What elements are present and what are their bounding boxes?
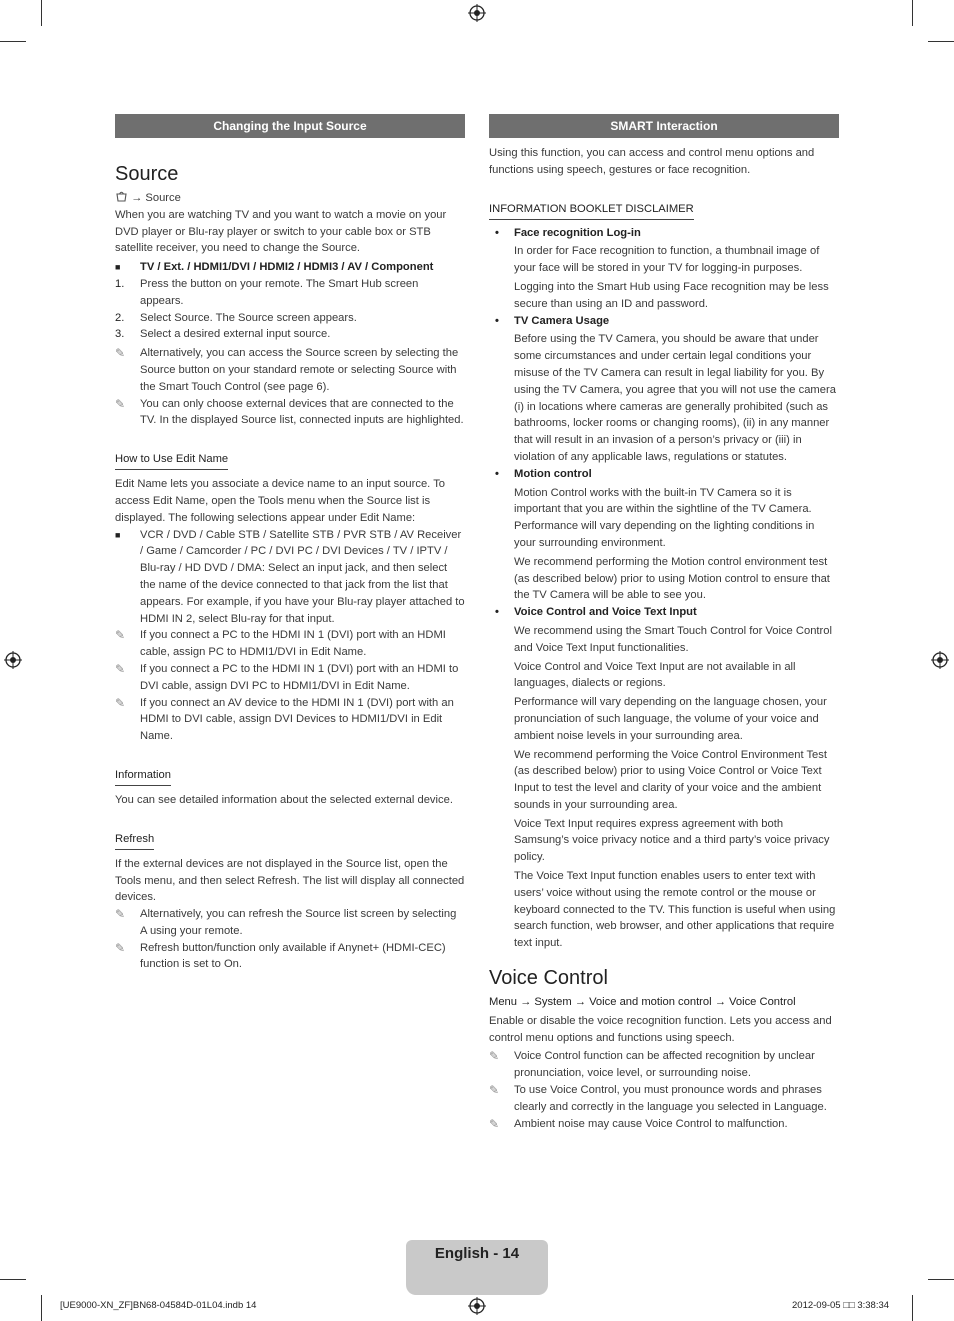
source-intro: When you are watching TV and you want to watch a movie on your DVD player or Blu-ray player or switch to your cable box or STB satellite receiver, you need to change the Source.	[115, 208, 447, 255]
paragraph: We recommend performing the Motion control environment test (as described below) prior to using Motion control to ensure that the TV Camera will be able to see you.	[514, 555, 830, 602]
square-marker: ■	[115, 529, 121, 540]
bullet-item	[489, 313, 839, 330]
crop-mark	[928, 1279, 954, 1280]
square-marker: ■	[115, 262, 121, 273]
bullet-item	[489, 466, 839, 483]
disclaimer-heading: INFORMATION BOOKLET DISCLAIMER	[489, 202, 694, 220]
page-number-label: English - 14	[434, 1245, 520, 1262]
paragraph: Performance will vary depending on the language chosen, your pronunciation of such language, the volume of your voice and ambient noise levels in your surrounding area.	[514, 696, 827, 742]
crop-mark	[928, 41, 954, 42]
note-icon: ✎	[115, 396, 126, 411]
voice-control-menu-path: Menu → System → Voice and motion control → Voice Control	[489, 996, 796, 1009]
note-text: If you connect an AV device to the HDMI IN 1 (DVI) port with an HDMI to DVI cable, assign DVI Devices to HDMI1/DVI in Edit Name.	[140, 696, 454, 743]
note-icon: ✎	[489, 1049, 500, 1064]
registration-mark-icon	[4, 651, 22, 669]
information-heading: Information	[115, 768, 171, 786]
right-column	[489, 114, 839, 1132]
step-3-text: Select a desired external input source.	[140, 328, 331, 341]
note-text: If you connect a PC to the HDMI IN 1 (DVI) port with an HDMI to DVI cable, assign DVI PC to HDMI1/DVI in Edit Name.	[140, 662, 459, 692]
note-text: You can only choose external devices that are connected to the TV. In the displayed Source list, connected inputs are highlighted.	[140, 397, 464, 427]
step-number: 1.	[115, 277, 125, 290]
paragraph: Voice Text Input requires express agreement with both Samsung’s voice privacy notice and a third party’s voice privacy policy.	[514, 817, 830, 864]
note	[489, 1048, 839, 1082]
registration-mark-icon	[468, 1297, 486, 1315]
edit-name-heading: How to Use Edit Name	[115, 452, 228, 470]
crop-mark	[912, 1295, 913, 1321]
note	[115, 627, 465, 661]
bullet-title: Motion control	[514, 467, 592, 480]
bullet-title: Voice Control and Voice Text Input	[514, 606, 697, 619]
edit-name-list-item	[115, 527, 465, 628]
bullet-item	[489, 604, 839, 621]
source-menu-path	[115, 190, 465, 207]
crop-mark	[41, 1295, 42, 1321]
smart-interaction-intro: Using this function, you can access and control menu options and functions using speech, gestures or face recognition.	[489, 147, 815, 176]
note	[115, 906, 465, 940]
print-slug-file: [UE9000-XN_ZF]BN68-04584D-01L04.indb 14	[60, 1300, 257, 1311]
bullet-marker: •	[495, 606, 499, 619]
note-icon: ✎	[489, 1083, 500, 1098]
paragraph: In order for Face recognition to function, a thumbnail image of your face will be stored in your TV for logging-in purposes.	[514, 245, 820, 275]
smart-hub-icon	[115, 190, 128, 203]
step-1-text: Press the button on your remote. The Smart Hub screen appears.	[140, 277, 419, 307]
bullet-marker: •	[495, 314, 499, 327]
paragraph: Logging into the Smart Hub using Face recognition may be less secure than using an ID and password.	[514, 280, 829, 310]
paragraph: Voice Control and Voice Text Input are not available in all languages, dialects or regions.	[514, 660, 796, 690]
registration-mark-icon	[931, 651, 949, 669]
note-icon: ✎	[115, 907, 126, 922]
paragraph: We recommend performing the Voice Control Environment Test (as described below) prior to using Voice Control or Voice Text Input to test the level and clarity of your voice and the ambient sounds in your surrounding area.	[514, 748, 827, 811]
step-3	[115, 326, 465, 343]
voice-control-intro: Enable or disable the voice recognition function. Lets you access and control menu options and functions using speech.	[489, 1014, 832, 1044]
note	[115, 396, 465, 430]
crop-mark	[912, 0, 913, 26]
edit-name-list: VCR / DVD / Cable STB / Satellite STB / PVR STB / AV Receiver / Game / Camcorder / PC / DVI PC / DVI Devices / TV / IPTV / Blu-ray / HD DVD / DMA: Select an input jack, and then select the name of the device connected to that jack from the list that appears. For example, if you have your Blu-ray player attached to HDMI IN 2, select Blu-ray for that input.	[140, 528, 465, 625]
note-text: To use Voice Control, you must pronounce words and phrases clearly and correctly in the language you selected in Language.	[514, 1084, 827, 1113]
bullet-title: TV Camera Usage	[514, 314, 610, 327]
sources-list-item	[115, 259, 465, 276]
bullet-item	[489, 225, 839, 242]
bullet-marker: •	[495, 226, 499, 239]
note-icon: ✎	[115, 628, 126, 643]
registration-mark-icon	[468, 4, 486, 22]
paragraph: We recommend using the Smart Touch Control for Voice Control and Voice Text Input functionalities.	[514, 624, 832, 654]
paragraph: Before using the TV Camera, you should be aware that under some circumstances and under certain legal conditions your misuse of the TV Camera can result in legal liability for you. By using the TV Camera, you agree that you will not use the camera (i) in locations where cameras are generally prohibited (such as bathrooms, locker rooms or changing rooms), (ii) in any manner that will result in an invasion of a person’s privacy or (iii) in violation of any applicable laws, regulations or statutes.	[514, 333, 836, 463]
paragraph: The Voice Text Input function enables users to enter text with users’ voice without using the remote control or the mouse or keyboard connected to the TV. This function is useful when using search function, web browser, and other applications that require text input.	[514, 870, 836, 950]
note-text: If you connect a PC to the HDMI IN 1 (DVI) port with an HDMI cable, assign PC to HDMI1/DVI in Edit Name.	[140, 629, 446, 659]
crop-mark	[0, 1279, 26, 1280]
sources-list: TV / Ext. / HDMI1/DVI / HDMI2 / HDMI3 / AV / Component	[140, 261, 434, 274]
step-number: 3.	[115, 328, 125, 341]
note-text: Ambient noise may cause Voice Control to malfunction.	[514, 1117, 788, 1130]
note	[489, 1082, 839, 1116]
note-text: Alternatively, you can access the Source screen by selecting the Source button on your standard remote or selecting Source with the Smart Touch Control (see page 6).	[140, 347, 459, 393]
note-text: Refresh button/function only available if Anynet+ (HDMI-CEC) function is set to On.	[140, 941, 446, 971]
paragraph: Motion Control works with the built-in TV Camera so it is important that you are within the sightline of the TV Camera. Performance will vary depending on the lighting conditions in your surrounding environment.	[514, 486, 815, 549]
edit-name-intro: Edit Name lets you associate a device name to an input source. To access Edit Name, open the Tools menu when the Source list is displayed. The following selections appear under Edit Name:	[115, 478, 446, 524]
note-text: Voice Control function can be affected recognition by unclear pronunciation, voice level, or surrounding noise.	[514, 1050, 815, 1080]
step-2-text: Select Source. The Source screen appears.	[140, 311, 357, 324]
note-icon: ✎	[489, 1116, 500, 1131]
source-heading: Source	[115, 163, 179, 185]
step-2	[115, 310, 465, 327]
bullet-title: Face recognition Log-in	[514, 226, 641, 239]
note	[115, 695, 465, 745]
voice-control-heading: Voice Control	[489, 967, 608, 990]
note	[115, 661, 465, 695]
note-icon: ✎	[115, 661, 126, 676]
step-number: 2.	[115, 311, 125, 324]
crop-mark	[0, 41, 26, 42]
note	[115, 345, 465, 395]
information-text: You can see detailed information about the selected external device.	[115, 793, 453, 806]
note	[489, 1116, 839, 1133]
note-icon: ✎	[115, 940, 126, 955]
section-bar-smart-interaction: SMART Interaction	[489, 114, 839, 138]
left-column	[115, 114, 465, 973]
print-slug-date: 2012-09-05 □□ 3:38:34	[792, 1300, 890, 1311]
step-1	[115, 276, 465, 310]
menu-path-text: → Source	[131, 192, 181, 204]
refresh-text: If the external devices are not displayed in the Source list, open the Tools menu, and then select Refresh. The list will display all connected devices.	[115, 857, 465, 904]
note-text: Alternatively, you can refresh the Source list screen by selecting A using your remote.	[140, 908, 457, 937]
section-bar-input-source: Changing the Input Source	[115, 114, 465, 138]
crop-mark	[41, 0, 42, 26]
note-icon: ✎	[115, 695, 126, 710]
note-icon: ✎	[115, 346, 126, 361]
note	[115, 940, 465, 974]
bullet-marker: •	[495, 467, 499, 480]
refresh-heading: Refresh	[115, 832, 154, 850]
